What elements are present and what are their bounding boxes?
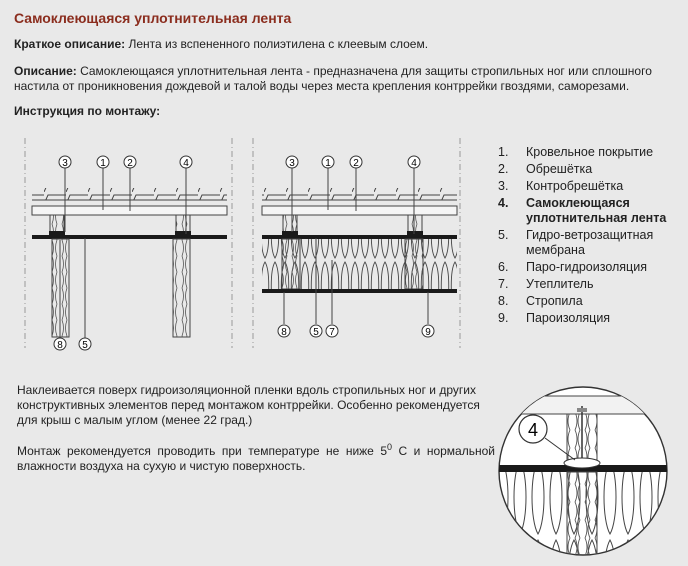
application-note: Наклеивается поверх гидроизоляционной пленки вдоль стропильных ног и других конструктивных элементов перед монтажом контррейки. Особенно рекомендуется для крыш с малым углом (менее 22 град.) (17, 383, 480, 427)
instructions-heading: Инструкция по монтажу: (14, 104, 161, 118)
svg-text:1: 1 (100, 158, 106, 169)
svg-text:8: 8 (281, 327, 287, 338)
right-roof-diagram (253, 138, 460, 348)
left-roof-diagram (25, 138, 232, 351)
temperature-note: Монтаж рекомендуется проводить при температуре не ниже $5^0$ С и нормальной влажности воздуха на сухую и чистую поверхность. (17, 442, 495, 473)
callout-left-2 (124, 156, 136, 169)
description-label: Описание: (14, 64, 77, 78)
svg-text:3: 3 (62, 158, 68, 169)
legend-item: 5. Гидро-ветрозащитная мембрана (498, 228, 654, 257)
short-description (14, 37, 428, 52)
roof-diagrams (0, 128, 490, 368)
legend-item: 6. Паро-гидроизоляция (498, 260, 647, 274)
svg-text:4: 4 (183, 158, 189, 169)
callout-left-1 (97, 156, 109, 169)
callout-right-1 (322, 156, 334, 169)
detail-zoom-circle (493, 376, 673, 566)
legend-item: 1. Кровельное покрытие (498, 145, 654, 159)
legend-item: 8. Стропила (498, 294, 583, 308)
description-text: Самоклеющаяся уплотнительная лента - предназначена для защиты стропильных ног или сплошного настила от проникновения дождевой и талой воды через места крепления контррейки гвоздями, саморезами. (14, 64, 652, 93)
svg-text:9: 9 (425, 327, 431, 338)
callout-right-8 (278, 325, 290, 338)
legend-list (498, 145, 688, 328)
legend-item: 2. Обрешётка (498, 162, 593, 176)
callout-right-5 (310, 325, 322, 338)
callout-left-5 (79, 338, 91, 351)
legend-item: 7. Утеплитель (498, 277, 594, 291)
svg-text:2: 2 (127, 158, 133, 169)
svg-text:7: 7 (329, 327, 335, 338)
callout-right-9 (422, 325, 434, 338)
legend-item: 9. Пароизоляция (498, 311, 611, 325)
callout-left-3 (59, 156, 71, 169)
callout-right-4 (408, 156, 420, 169)
callout-right-7 (326, 325, 338, 338)
description (14, 64, 684, 94)
svg-text:2: 2 (353, 158, 359, 169)
degree-superscript: 0 (387, 442, 393, 452)
svg-text:5: 5 (313, 327, 319, 338)
svg-text:4: 4 (527, 420, 539, 440)
svg-text:3: 3 (289, 158, 295, 169)
callout-right-3 (286, 156, 298, 169)
legend-item: 3. Контробрешётка (498, 179, 624, 193)
short-description-text: Лента из вспененного полиэтилена с клеевым слоем. (125, 37, 429, 51)
legend-item-highlighted: 4. Самоклеющаяся уплотнительная лента (498, 196, 667, 225)
short-description-label: Краткое описание: (14, 37, 126, 51)
svg-text:4: 4 (411, 158, 417, 169)
svg-text:1: 1 (325, 158, 331, 169)
svg-text:8: 8 (57, 340, 63, 351)
detail-callout-4 (519, 415, 547, 443)
callout-right-2 (350, 156, 362, 169)
callout-left-8 (54, 338, 66, 351)
svg-text:5: 5 (82, 340, 88, 351)
page-title: Самоклеющаяся уплотнительная лента (14, 10, 292, 26)
callout-left-4 (180, 156, 192, 169)
